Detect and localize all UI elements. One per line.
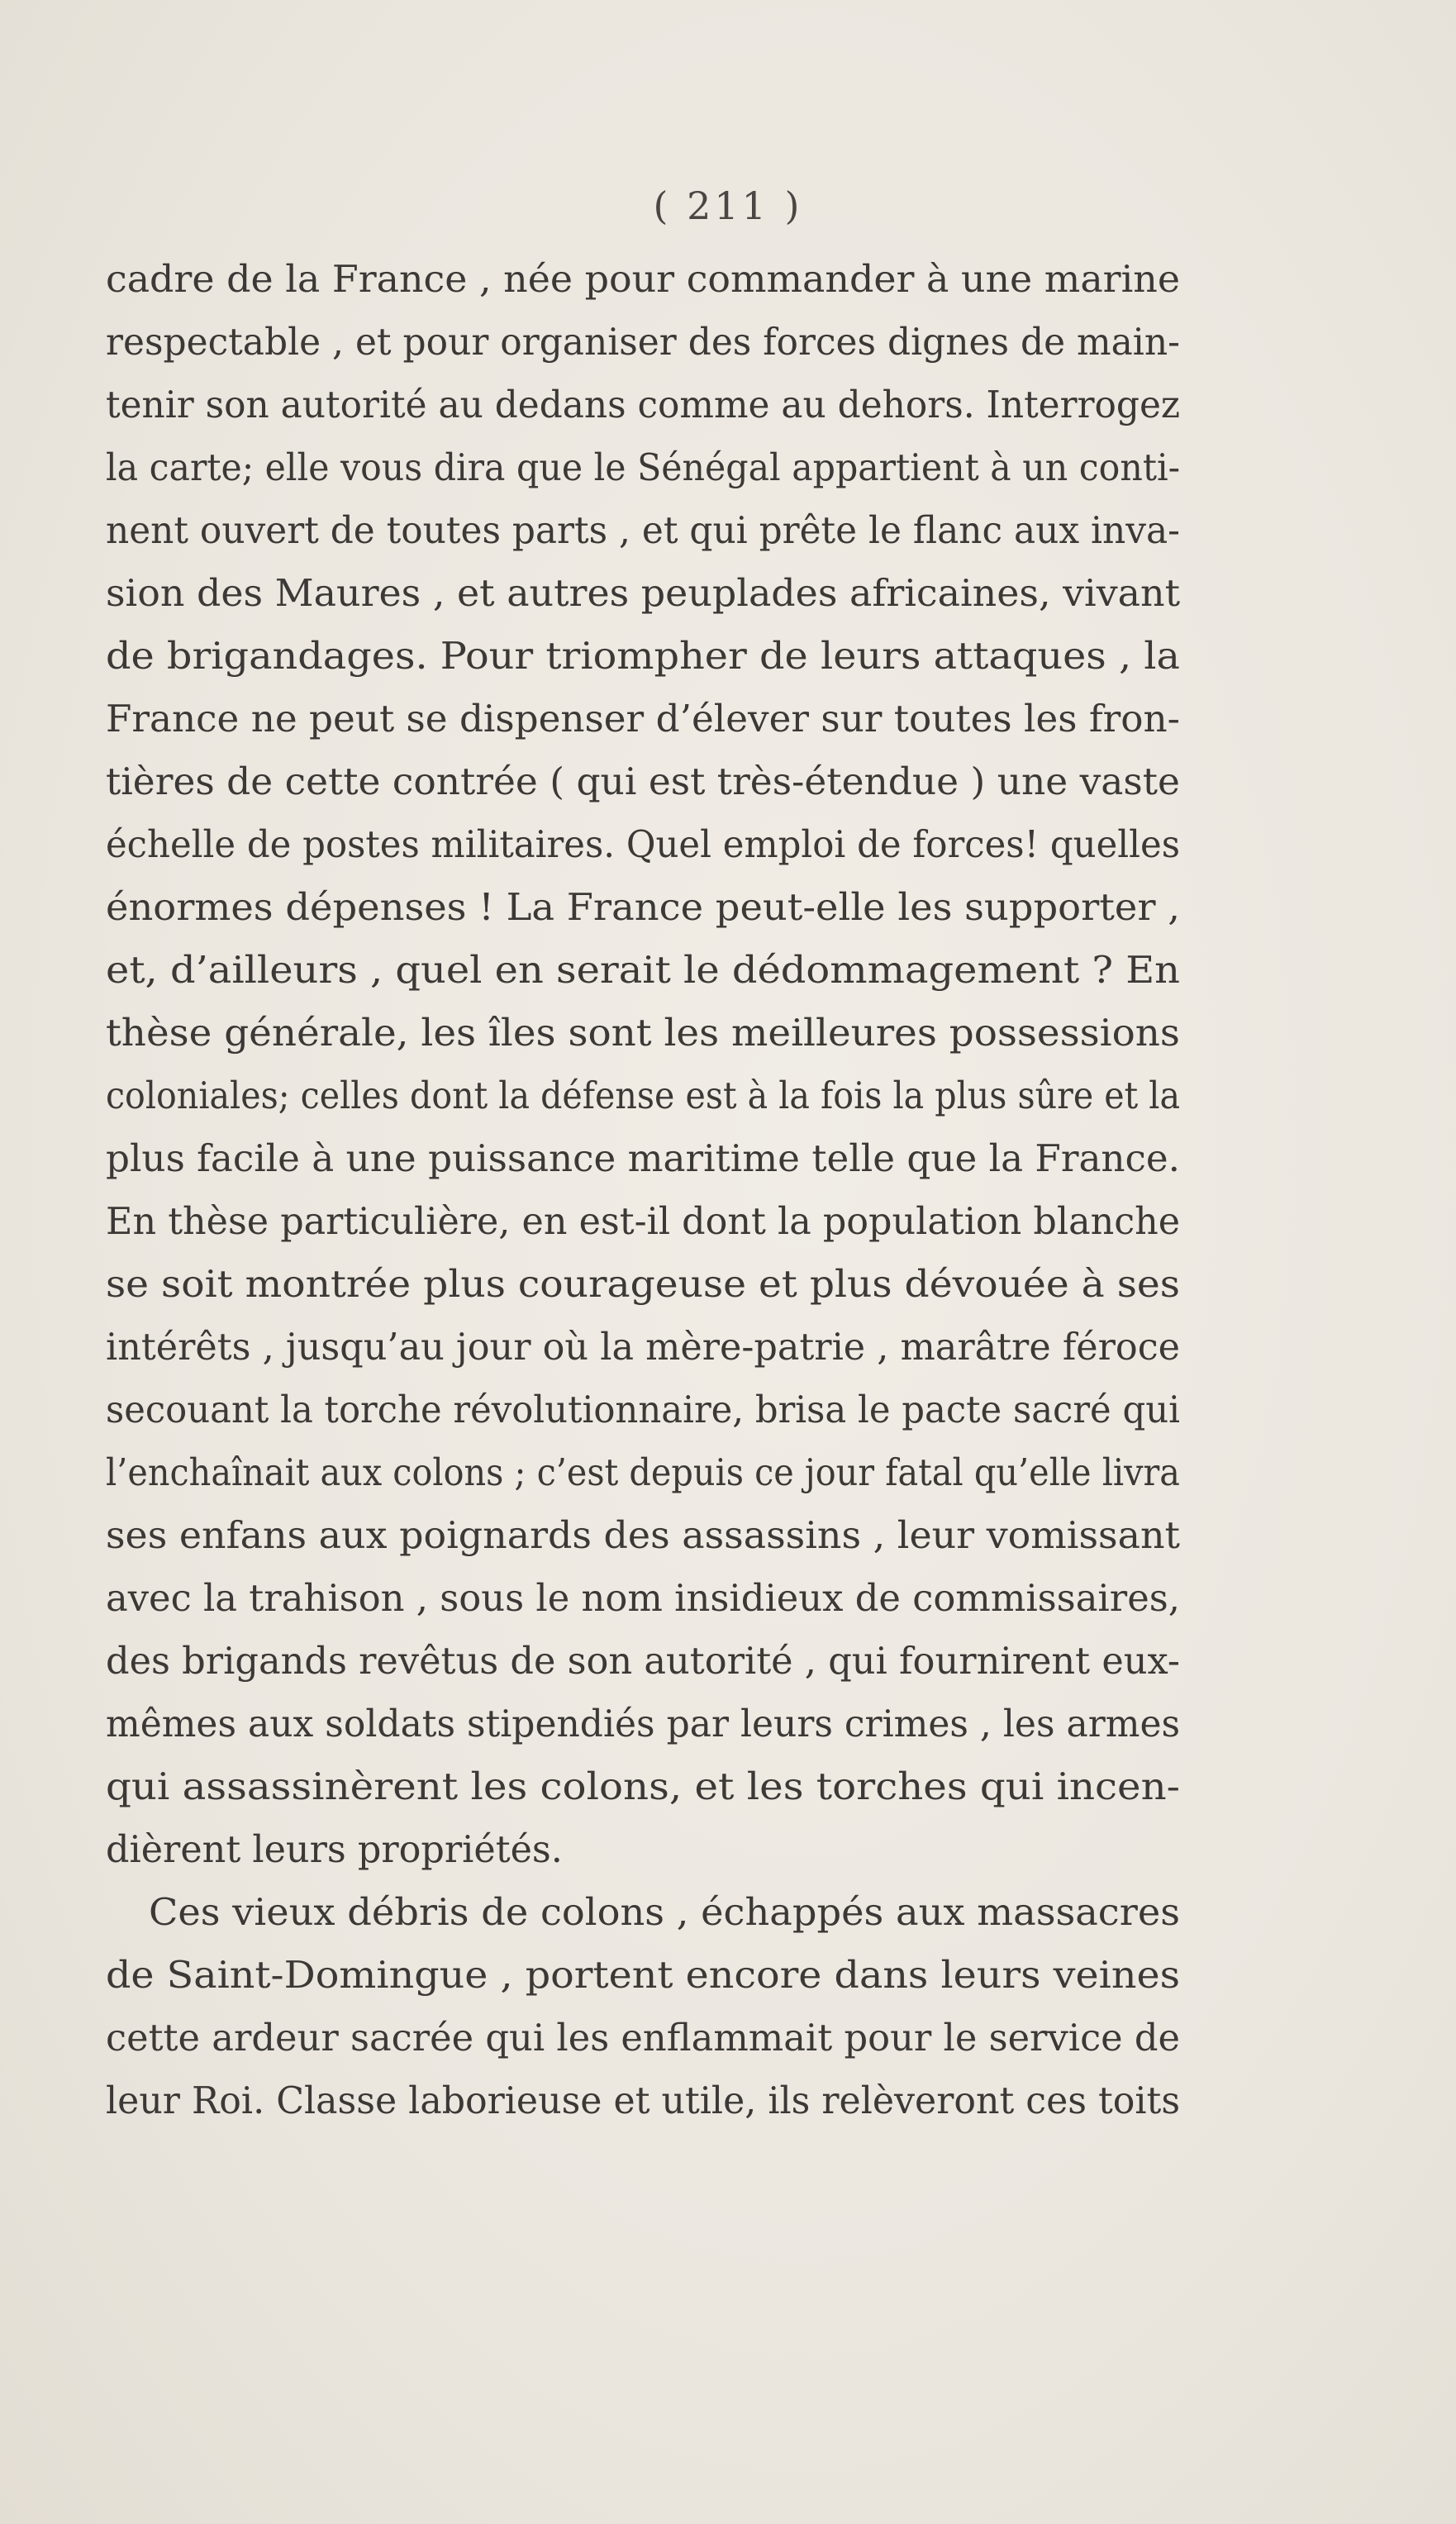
text-line: respectable , et pour organiser des forces dignes de main- <box>106 321 1180 364</box>
text-line: de brigandages. Pour triompher de leurs attaques , la <box>106 636 1180 678</box>
text-line: leur Roi. Classe laborieuse et utile, ils relèveront ces toits <box>106 2080 1181 2122</box>
text-line: cadre de la France , née pour commander à une marine <box>106 259 1181 301</box>
text-line: l’enchaînait aux colons ; c’est depuis ce jour fatal qu’elle livra <box>106 1452 1180 1494</box>
paragraph-last-line: dièrent leurs propriétés. <box>106 1829 563 1871</box>
text-line: secouant la torche révolutionnaire, brisa le pacte sacré qui <box>106 1389 1180 1431</box>
page-number: ( 211 ) <box>653 183 803 228</box>
text-line: plus facile à une puissance maritime telle que la France. <box>106 1138 1181 1180</box>
text-line: sion des Maures , et autres peuplades africaines, vivant <box>106 573 1181 615</box>
text-line: cette ardeur sacrée qui les enflammait pour le service de <box>106 2017 1181 2060</box>
text-line: thèse générale, les îles sont les meilleures possessions <box>106 1012 1180 1055</box>
paragraph-first-line: Ces vieux débris de colons , échappés aux massacres <box>149 1892 1180 1934</box>
text-line: ses enfans aux poignards des assassins , leur vomissant <box>106 1515 1180 1557</box>
text-line: des brigands revêtus de son autorité , qui fournirent eux- <box>106 1641 1181 1683</box>
text-line: tenir son autorité au dedans comme au dehors. Interrogez <box>106 384 1180 426</box>
text-line: En thèse particulière, en est-il dont la population blanche <box>106 1201 1181 1243</box>
text-line: tières de cette contrée ( qui est très-étendue ) une vaste <box>106 761 1180 803</box>
text-line: qui assassinèrent les colons, et les torches qui incen- <box>106 1766 1180 1808</box>
text-line: nent ouvert de toutes parts , et qui prête le flanc aux inva- <box>106 510 1180 552</box>
text-line: intérêts , jusqu’au jour où la mère-patrie , marâtre féroce <box>106 1326 1180 1369</box>
body-text <box>106 249 1180 2133</box>
text-line: la carte; elle vous dira que le Sénégal appartient à un conti- <box>106 447 1181 489</box>
text-line: énormes dépenses ! La France peut-elle les supporter , <box>106 887 1180 929</box>
text-line: de Saint-Domingue , portent encore dans leurs veines <box>106 1955 1180 1997</box>
text-line: avec la trahison , sous le nom insidieux de commissaires, <box>106 1578 1180 1620</box>
text-line: mêmes aux soldats stipendiés par leurs crimes , les armes <box>106 1703 1181 1745</box>
text-line: se soit montrée plus courageuse et plus dévouée à ses <box>106 1264 1180 1306</box>
text-line: et, d’ailleurs , quel en serait le dédommagement ? En <box>106 950 1180 992</box>
text-line: coloniales; celles dont la défense est à la fois la plus sûre et la <box>106 1075 1181 1117</box>
text-line: France ne peut se dispenser d’élever sur toutes les fron- <box>106 698 1180 741</box>
text-line: échelle de postes militaires. Quel emploi de forces! quelles <box>106 824 1180 866</box>
